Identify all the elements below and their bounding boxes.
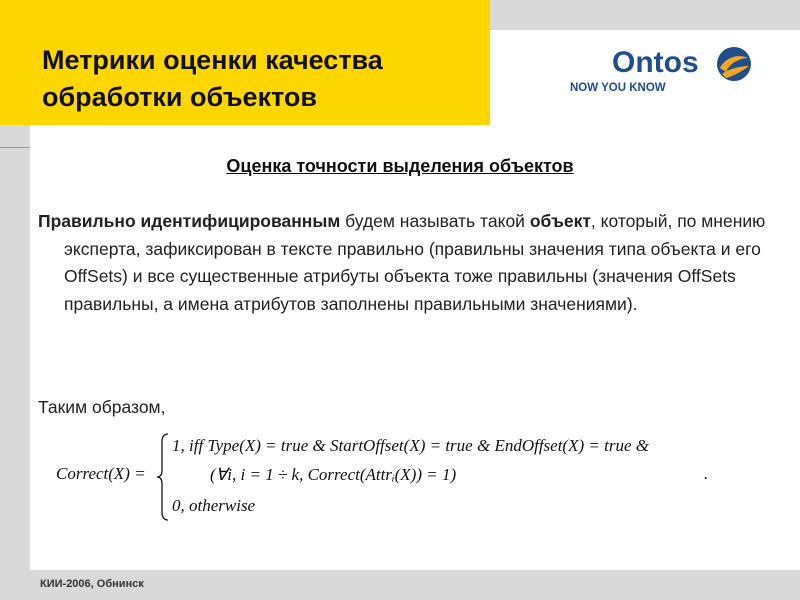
title-line-1: Метрики оценки качества <box>42 45 383 75</box>
formula-row-2: (∀i, i = 1 ÷ k, Correct(Attrᵢ(X)) = 1) <box>210 465 457 484</box>
side-rule <box>0 147 30 148</box>
logo-wordmark: Ontos <box>612 46 699 79</box>
brace-icon <box>156 432 170 522</box>
para-text-1: будем называть такой <box>340 211 530 231</box>
formula-lhs: Correct(X) = <box>56 464 146 483</box>
object-bold: объект <box>529 211 591 231</box>
formula-row-3: 0, otherwise <box>172 496 256 515</box>
lead-text: Таким образом, <box>38 397 166 417</box>
formula-row-1: 1, iff Type(X) = true & StartOffset(X) = true & EndOffset(X) = true & <box>172 436 649 455</box>
section-subtitle: Оценка точности выделения объектов <box>226 156 574 176</box>
logo-tagline: NOW YOU KNOW <box>570 82 666 94</box>
definition-paragraph <box>38 208 794 318</box>
formula-period: . <box>704 464 709 483</box>
term-bold: Правильно идентифицированным <box>38 211 341 231</box>
logo-globe-icon <box>716 46 752 82</box>
correctness-formula <box>52 428 772 528</box>
ontos-logo <box>566 44 766 100</box>
para-text-2: , который, по мнению эксперта, зафиксирован в тексте правильно (правильны значения типа объекта и его OffSets) и все существенные атрибуты объекта тоже правильны (значения OffSets правильны, а имена атрибутов заполнены правильными значениями). <box>64 211 766 314</box>
title-line-2: обработки объектов <box>42 82 317 112</box>
slide-title <box>42 42 462 116</box>
footer-text: КИИ-2006, Обнинск <box>40 578 144 590</box>
